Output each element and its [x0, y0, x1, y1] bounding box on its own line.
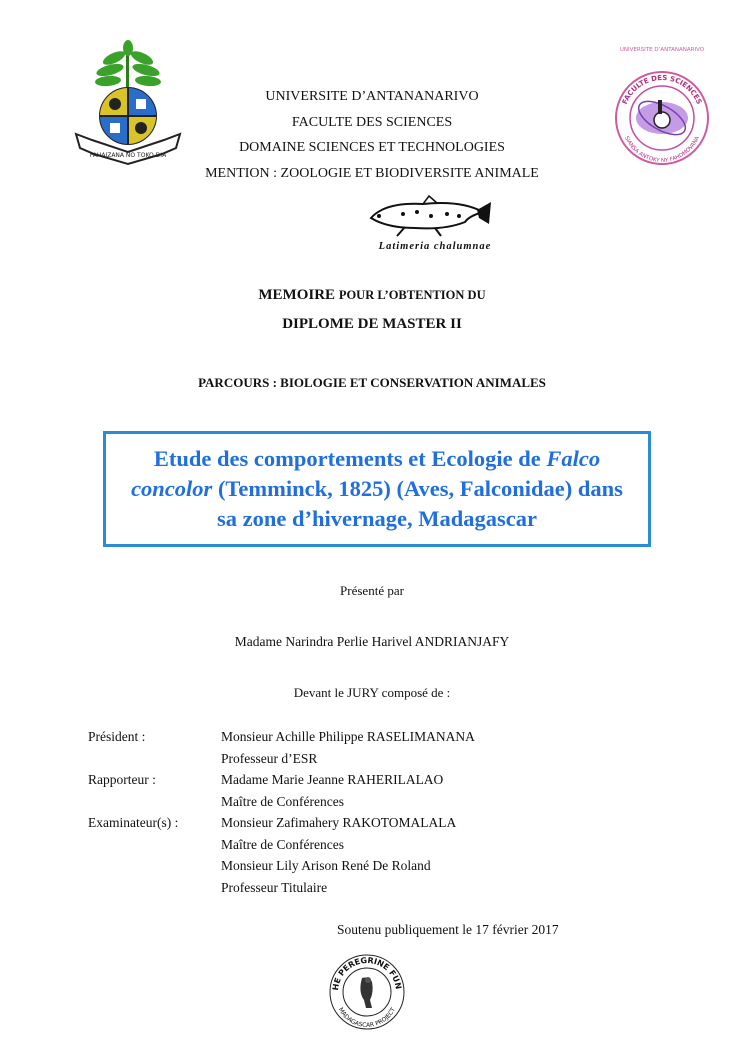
jury-name-examinateur-2: Monsieur Lily Arison René De Roland	[221, 858, 431, 873]
fund-bottom-text: MADAGASCAR PROJECT	[336, 1006, 398, 1030]
jury-role-president: Président :	[88, 729, 146, 744]
crest-banner-text: FAHAIZANA NO TOKO DIA	[89, 152, 167, 159]
jury-role-rapporteur: Rapporteur :	[88, 772, 156, 787]
jury-role-examinateur: Examinateur(s) :	[88, 815, 179, 830]
author-name: Madame Narindra Perlie Harivel ANDRIANJAFY	[234, 634, 510, 649]
header-domain: DOMAINE SCIENCES ET TECHNOLOGIES	[239, 140, 505, 155]
jury-name-president: Monsieur Achille Philippe RASELIMANANA	[221, 729, 475, 744]
jury-title-examinateur-1: Maître de Conférences	[221, 837, 344, 852]
jury-intro: Devant le JURY composé de :	[293, 685, 451, 700]
thesis-title-box	[103, 431, 651, 547]
jury-name-rapporteur: Madame Marie Jeanne RAHERILALAO	[221, 772, 444, 787]
diploma-title: DIPLOME DE MASTER II	[282, 316, 462, 332]
jury-title-examinateur-2: Professeur Titulaire	[221, 880, 328, 895]
header-faculty: FACULTE DES SCIENCES	[291, 115, 453, 130]
title-part-2: (Temminck, 1825) (Aves, Falconidae) dans sa zone d’hivernage, Madagascar	[212, 476, 623, 531]
obtention-words: POUR L’OBTENTION DU	[338, 288, 486, 302]
thesis-title	[124, 444, 630, 534]
jury-title-president: Professeur d’ESR	[221, 751, 318, 766]
faculty-ring-bottom-text: SIANSA ANTOKY NY FAHDMOVANA	[623, 135, 701, 165]
title-species: Falco concolor	[131, 446, 601, 501]
title-part-1: Etude des comportements et Ecologie de	[153, 446, 547, 471]
presented-by-label: Présenté par	[340, 583, 404, 598]
faculty-ring-top-text: FACULTE DES SCIENCES	[620, 73, 704, 106]
jury-name-examinateur-1: Monsieur Zafimahery RAKOTOMALALA	[221, 815, 457, 830]
header-mention: MENTION : ZOOLOGIE ET BIODIVERSITE ANIMALE	[205, 166, 539, 181]
fund-top-text: HE PEREGRINE FUN	[330, 955, 403, 992]
header-university: UNIVERSITE D’ANTANANARIVO	[265, 89, 479, 104]
coelacanth-caption: Latimeria chalumnae	[378, 241, 492, 252]
jury-title-rapporteur: Maître de Conférences	[221, 794, 344, 809]
defense-date: Soutenu publiquement le 17 février 2017	[337, 922, 559, 937]
memoire-word: MEMOIRE	[258, 287, 336, 303]
peregrine-fund-logo	[326, 952, 408, 1032]
faculty-logo-top-text: UNIVERSITE D’ANTANANARIVO	[619, 47, 705, 53]
parcours-line: PARCOURS : BIOLOGIE ET CONSERVATION ANIMALES	[198, 375, 546, 390]
degree-line	[0, 287, 744, 304]
